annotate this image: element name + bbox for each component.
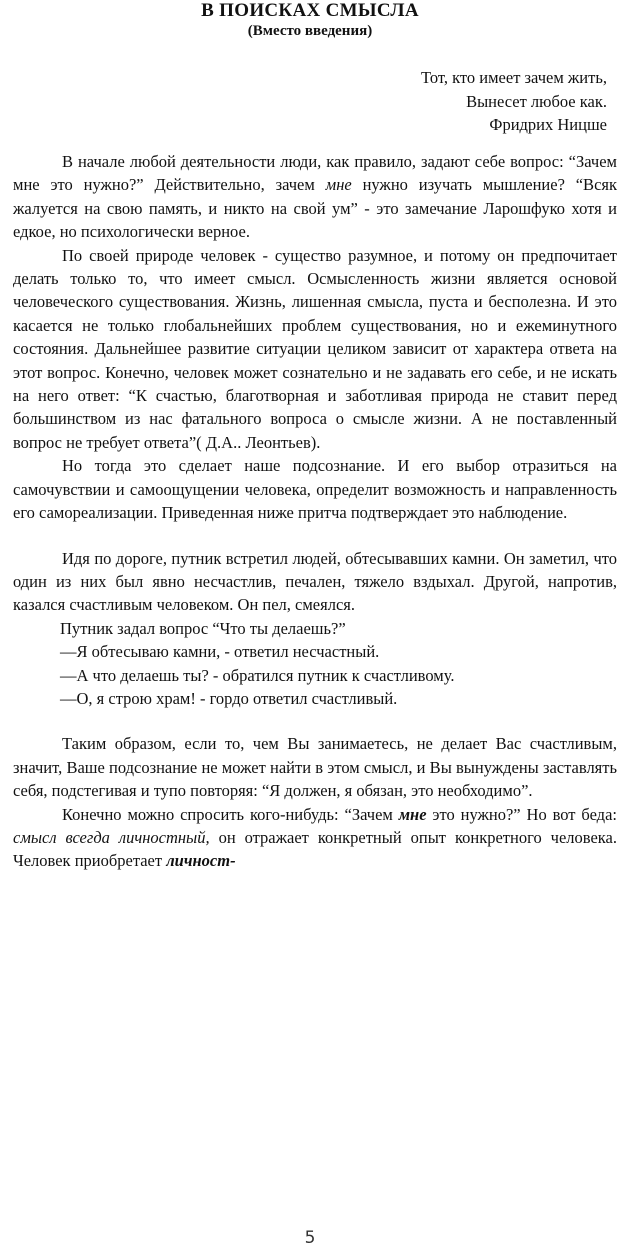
epigraph-line: Вынесет любое как. <box>466 91 607 111</box>
paragraph: По своей природе человек - существо разумное, и потому он предпочитает делать только то, что имеет смысл. Осмысленность жизни является основой человеческого существования. Жизнь, лишенная смысла, пуста и бесполезна. И это касается не только глобальнейших проблем существования, но и ежеминутного состояния. Дальнейшее развитие ситуации целиком зависит от характера ответа на этот вопрос. Конечно, человек может сознательно и не задавать его себе, и не искать на него ответ: “К счастью, благотворная и заботливая природа не ставит перед большинством из нас фатального вопроса о смысле жизни. А не поставленный вопрос не требует ответа”( Д.А.. Леонтьев). <box>13 245 617 452</box>
chapter-title: В ПОИСКАХ СМЫСЛА <box>201 0 419 21</box>
emphasis: мне <box>325 175 352 195</box>
paragraph: Конечно можно спросить кого-нибудь: “Зачем мне это нужно?” Но вот беда: смысл всегда личностный, он отражает конкретный опыт конкретного человека. Человек приобретает личност- <box>13 804 617 871</box>
epigraph <box>421 66 607 137</box>
dialogue-line: —А что делаешь ты? - обратился путник к счастливому. <box>60 665 455 685</box>
paragraph: Путник задал вопрос “Что ты делаешь?” <box>60 618 346 638</box>
paragraph: Таким образом, если то, чем Вы занимаетесь, не делает Вас счастливым, значит, Ваше подсознание не может найти в этом смысл, и Вы вынуждены заставлять себя, подстегивая и тупо повторяя: “Я должен, я обязан, это необходимо”. <box>13 734 617 801</box>
body-text <box>13 150 617 873</box>
epigraph-author: Фридрих Ницше <box>489 115 607 134</box>
dialogue-line: —О, я строю храм! - гордо ответил счастливый. <box>60 688 398 708</box>
paragraph: Идя по дороге, путник встретил людей, обтесывавших камни. Он заметил, что один из них был явно несчастлив, печален, тяжело вздыхал. Другой, напротив, казался счастливым человеком. Он пел, смеялся. <box>13 548 617 615</box>
paragraph: В начале любой деятельности люди, как правило, задают себе вопрос: “Зачем мне это нужно?” Действительно, зачем мне нужно изучать мышление? “Всяк жалуется на свою память, и никто на свой ум” - это замечание Ларошфуко хотя и едкое, но психологически верное. <box>13 152 617 242</box>
epigraph-line: Тот, кто имеет зачем жить, <box>421 68 607 87</box>
page-number: 5 <box>304 1228 316 1248</box>
emphasis: мне <box>398 804 427 824</box>
dialogue-line: —Я обтесываю камни, - ответил несчастный. <box>60 642 380 662</box>
emphasis: личност- <box>166 851 236 871</box>
paragraph: Но тогда это сделает наше подсознание. И его выбор отразиться на самочувствии и самоощущении человека, определит возможность и направленность его самореализации. Приведенная ниже притча подтверждает это наблюдение. <box>13 456 617 523</box>
emphasis: смысл всегда личностный, <box>13 827 210 847</box>
chapter-subtitle: (Вместо введения) <box>247 23 373 39</box>
